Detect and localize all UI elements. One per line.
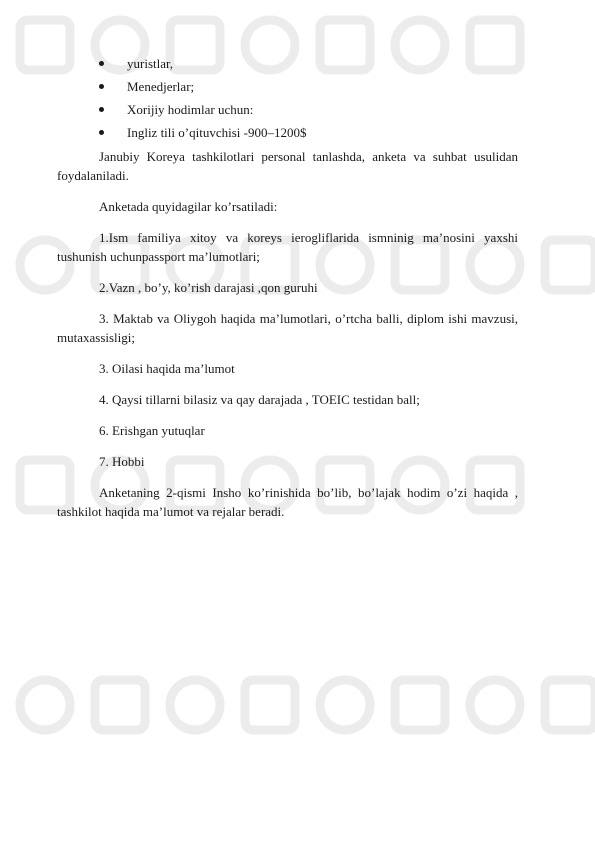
paragraph-item-1: 1.Ism familiya xitoy va koreys ierogliflarida ismninig ma’nosini yaxshi tushunish uchunpassport ma’lumotlari; xyxy=(57,230,518,264)
paragraph-item-3b: 3. Oilasi haqida ma’lumot xyxy=(99,361,235,376)
paragraph-korea: Janubiy Koreya tashkilotlari personal tanlashda, anketa va suhbat usulidan foydalaniladi. xyxy=(57,149,518,183)
bullet-text: Xorijiy hodimlar uchun: xyxy=(127,102,254,117)
bullet-icon xyxy=(99,61,104,66)
bullet-item xyxy=(57,77,518,96)
bullet-text: Menedjerlar; xyxy=(127,79,195,94)
paragraph-item-2: 2.Vazn , bo’y, ko’rish darajasi ,qon guruhi xyxy=(99,280,318,295)
bullet-item xyxy=(57,123,518,142)
paragraph-item-3: 3. Maktab va Oliygoh haqida ma’lumotlari, o’rtcha balli, diplom ishi mavzusi, mutaxassisligi; xyxy=(57,311,518,345)
paragraph-anketa-intro: Anketada quyidagilar ko’rsatiladi: xyxy=(99,199,278,214)
paragraph-item-4: 4. Qaysi tillarni bilasiz va qay darajada , TOEIC testidan ball; xyxy=(99,392,420,407)
bullet-icon xyxy=(99,130,104,135)
paragraph-item-6: 6. Erishgan yutuqlar xyxy=(99,423,205,438)
bullet-item xyxy=(57,100,518,119)
paragraph-closing: Anketaning 2-qismi Insho ko’rinishida bo’lib, bo’lajak hodim o’zi haqida , tashkilot haqida ma’lumot va rejalar beradi. xyxy=(57,485,518,519)
bullet-list xyxy=(57,54,518,142)
bullet-text: yuristlar, xyxy=(127,56,174,71)
paragraph-item-7: 7. Hobbi xyxy=(99,454,145,469)
bullet-icon xyxy=(99,107,104,112)
bullet-item xyxy=(57,54,518,73)
bullet-icon xyxy=(99,84,104,89)
document-page xyxy=(57,54,518,521)
bullet-text: Ingliz tili o’qituvchisi -900–1200$ xyxy=(127,125,307,140)
